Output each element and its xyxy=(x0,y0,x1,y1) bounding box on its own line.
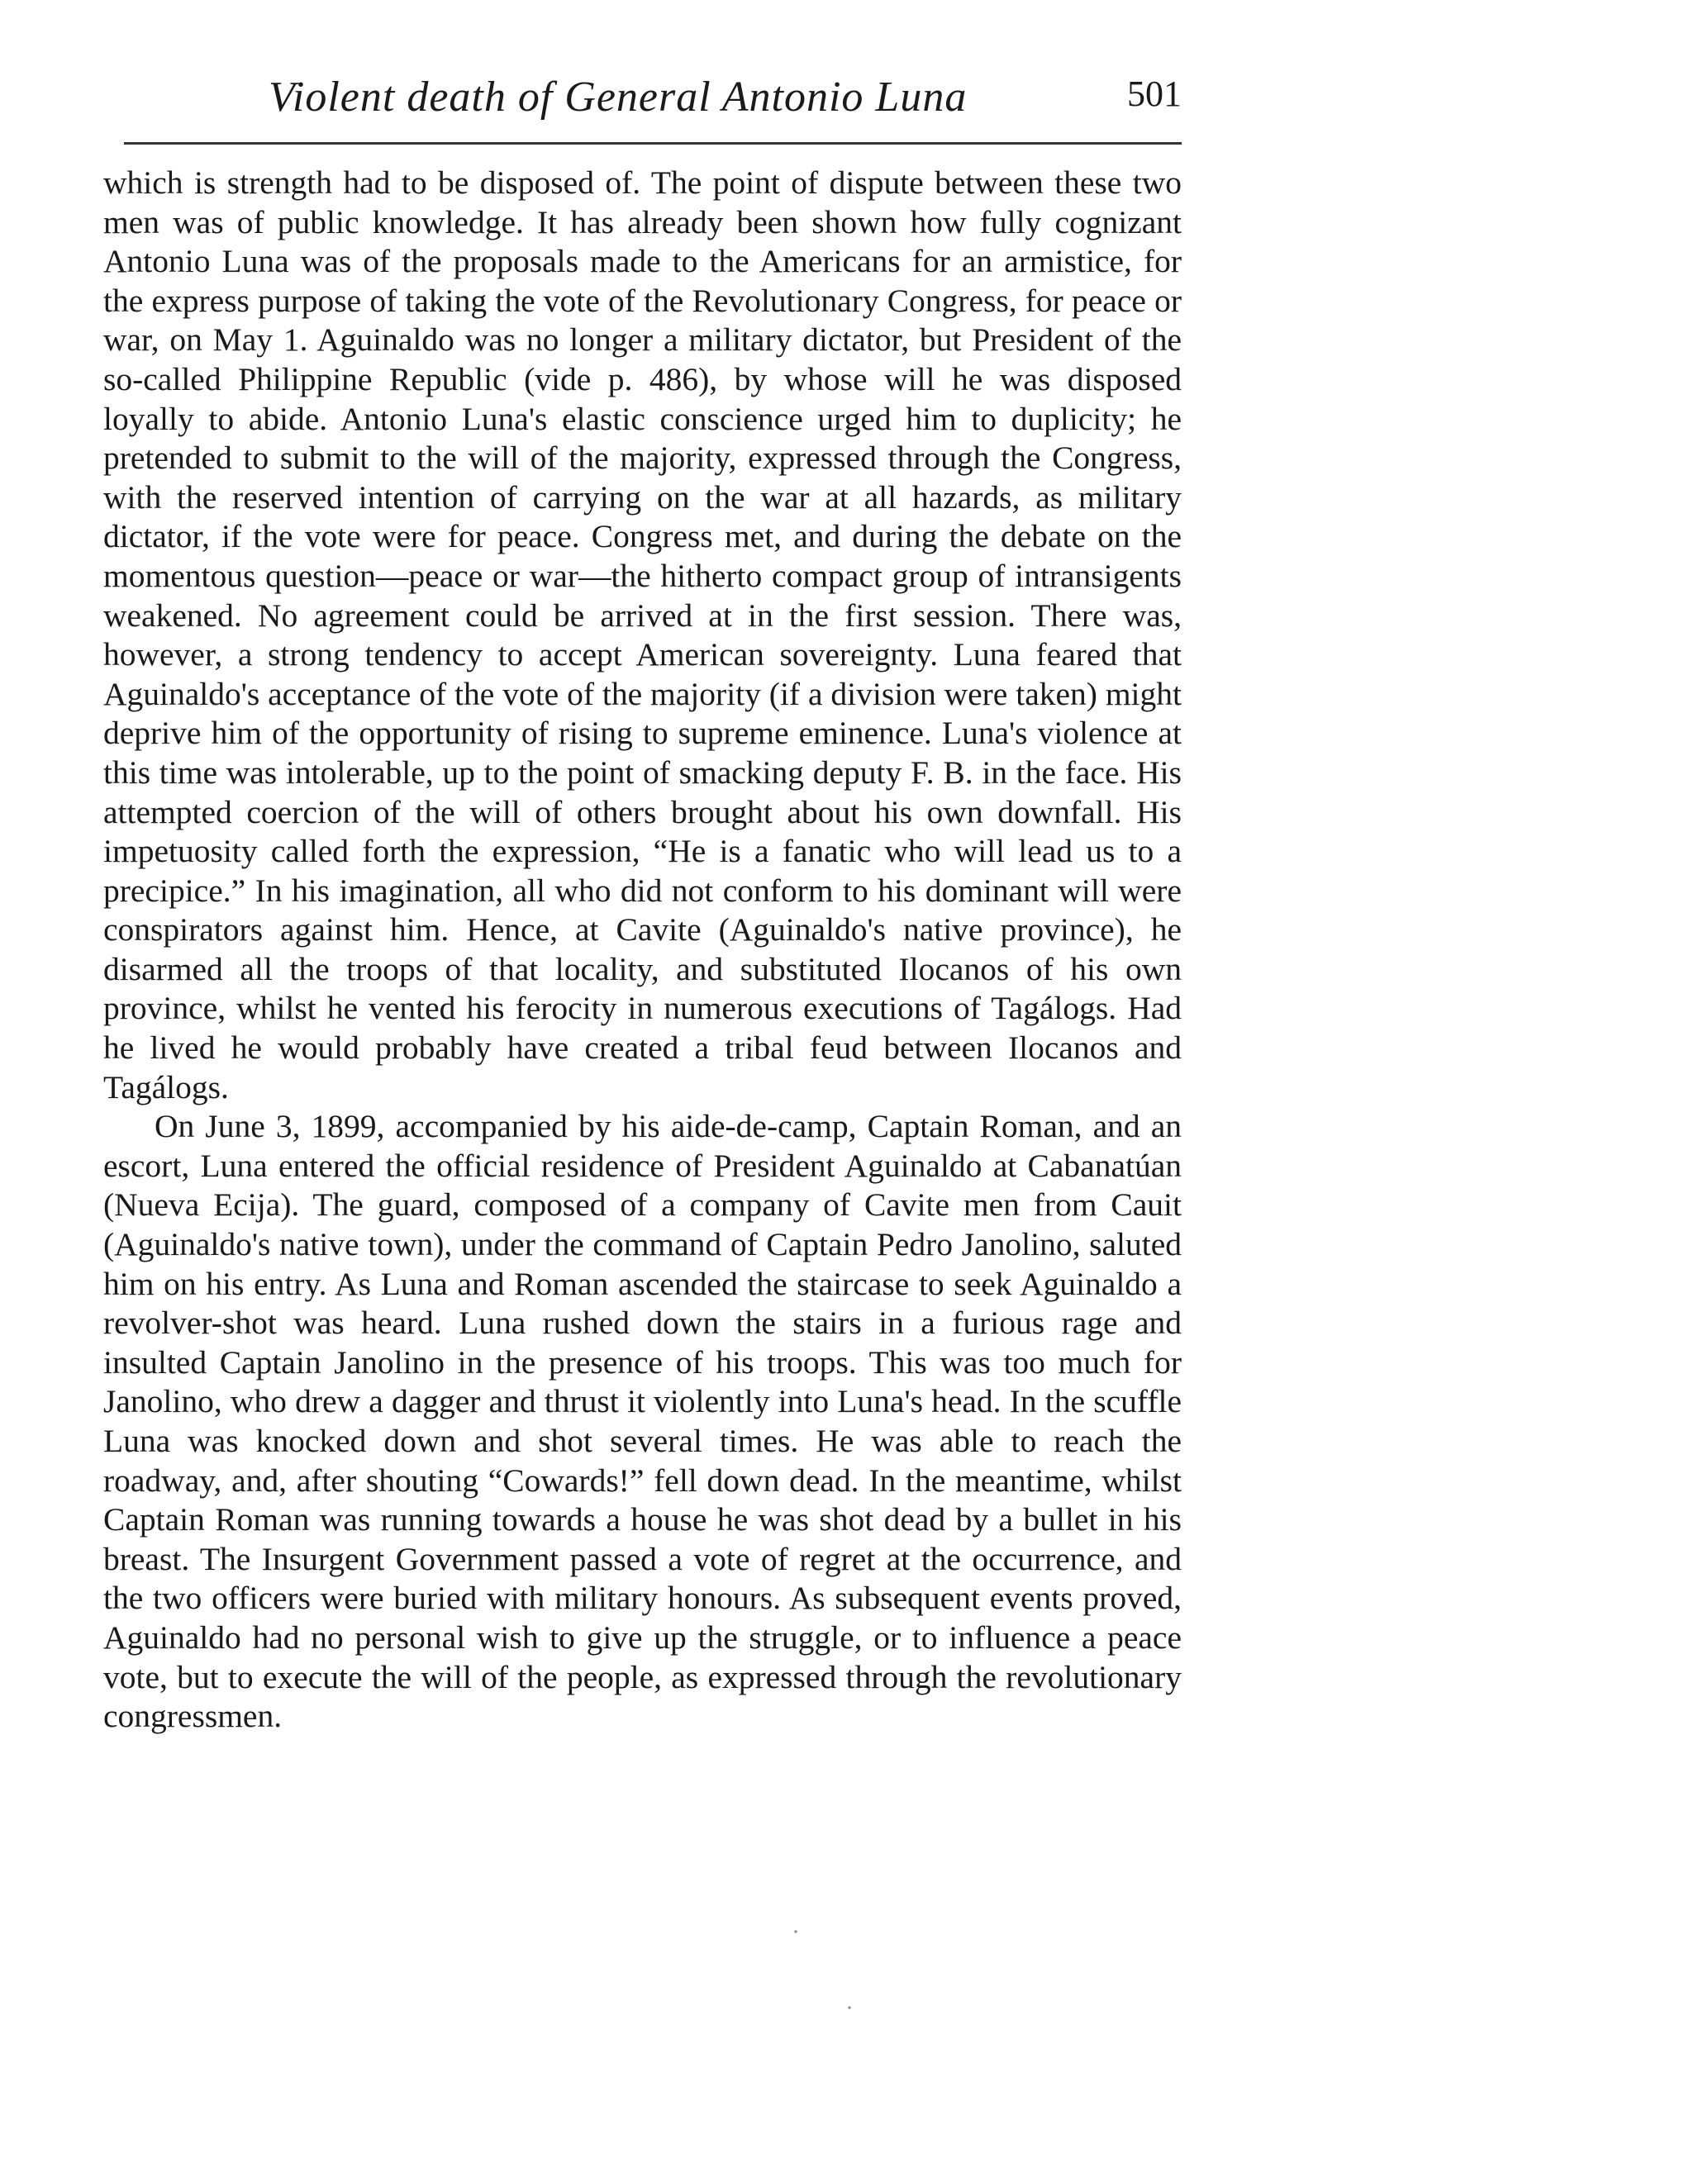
speck xyxy=(848,2006,850,2008)
page-header xyxy=(103,66,1182,140)
paragraph: which is strength had to be disposed of. The point of dispute between these two men was of public knowledge. It has already been shown how fully cognizant Antonio Luna was of the proposals made to the Americans for an armistice, for the express purpose of taking the vote of the Revolutionary Congress, for peace or war, on May 1. Aguinaldo was no longer a military dictator, but President of the so-called Philippine Republic (vide p. 486), by whose will he was disposed loyally to abide. Antonio Luna's elastic conscience urged him to duplicity; he pretended to submit to the will of the majority, expressed through the Congress, with the reserved intention of carrying on the war at all hazards, as military dictator, if the vote were for peace. Congress met, and during the debate on the momentous question—peace or war—the hitherto compact group of intransigents weakened. No agreement could be arrived at in the first session. There was, however, a strong tendency to accept American sovereignty. Luna feared that Aguinaldo's acceptance of the vote of the majority (if a division were taken) might deprive him of the opportunity of rising to supreme eminence. Luna's violence at this time was intolerable, up to the point of smacking deputy F. B. in the face. His attempted coercion of the will of others brought about his own downfall. His impetuosity called forth the expression, “He is a fanatic who will lead us to a precipice.” In his imagination, all who did not conform to his dominant will were conspirators against him. Hence, at Cavite (Aguinaldo's native province), he disarmed all the troops of that locality, and substituted Ilocanos of his own province, whilst he vented his ferocity in numerous executions of Tagálogs. Had he lived he would probably have created a tribal feud between Ilocanos and Tagálogs. xyxy=(103,164,1182,1105)
running-title: Violent death of General Antonio Luna xyxy=(269,74,968,121)
speck xyxy=(794,1930,797,1932)
header-rule xyxy=(124,142,1182,145)
page-number: 501 xyxy=(1127,74,1182,114)
paragraph: On June 3, 1899, accompanied by his aide-de-camp, Captain Roman, and an escort, Luna entered the official residence of President Aguinaldo at Cabanatúan (Nueva Ecija). The guard, composed of a company of Cavite men from Cauit (Aguinaldo's native town), under the command of Captain Pedro Janolino, saluted him on his entry. As Luna and Roman ascended the staircase to seek Aguinaldo a revolver-shot was heard. Luna rushed down the stairs in a furious rage and insulted Captain Janolino in the presence of his troops. This was too much for Janolino, who drew a dagger and thrust it violently into Luna's head. In the scuffle Luna was knocked down and shot several times. He was able to reach the roadway, and, after shouting “Cowards!” fell down dead. In the meantime, whilst Captain Roman was running towards a house he was shot dead by a bullet in his breast. The Insurgent Government passed a vote of regret at the occurrence, and the two officers were buried with military honours. As subsequent events proved, Aguinaldo had no personal wish to give up the struggle, or to influence a peace vote, but to execute the will of the people, as expressed through the revolutionary congressmen. xyxy=(103,1108,1182,1735)
body-text xyxy=(103,164,1182,1737)
